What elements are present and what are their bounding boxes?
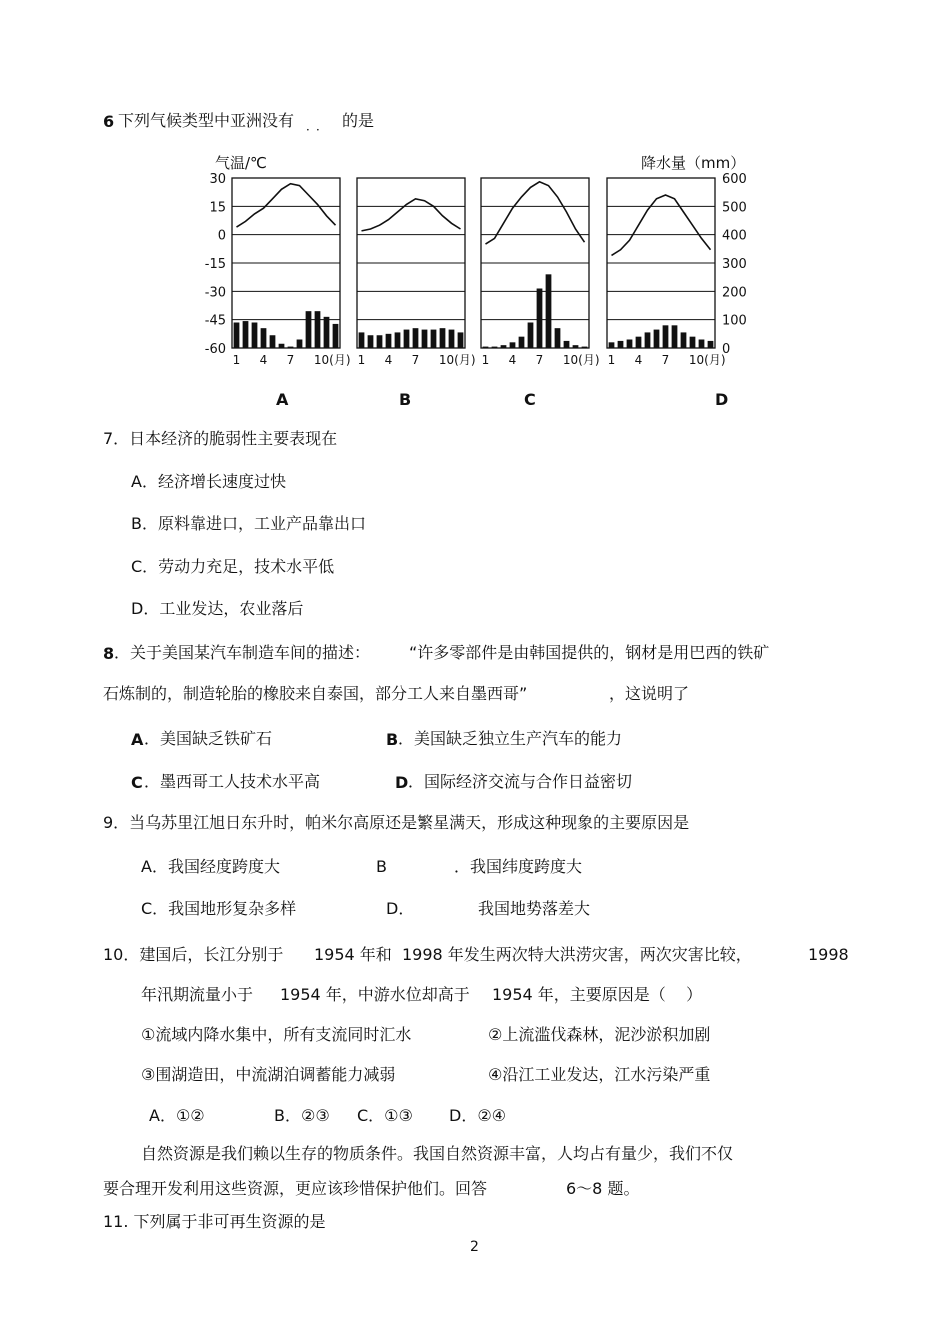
precipitation-bar: [483, 347, 489, 348]
q10-line2-c: 1954 年，主要原因是（ ）: [492, 985, 703, 1004]
q10-line1-d: 1998: [808, 945, 849, 964]
q7-stem: 7．日本经济的脆弱性主要表现在: [103, 429, 338, 448]
precipitation-bar: [510, 342, 516, 348]
q6-emphasis-dots: ．．: [306, 119, 333, 133]
q8-option-c-text: ．墨西哥工人技术水平高: [144, 772, 321, 791]
q8-option-b-text: ．美国缺乏独立生产汽车的能力: [398, 729, 623, 748]
temperature-line: [612, 195, 711, 255]
climograph-panel-a: [232, 178, 351, 367]
precipitation-bar: [279, 344, 285, 348]
precipitation-bar: [537, 289, 543, 349]
passage-line2-a: 要合理开发利用这些资源，更应该珍惜保护他们。回答: [103, 1179, 488, 1198]
precipitation-bar: [404, 330, 410, 348]
q7-option-d: D．工业发达，农业落后: [131, 599, 304, 618]
precipitation-bar: [555, 328, 561, 348]
precipitation-bar: [627, 340, 633, 349]
precipitation-bar: [573, 345, 579, 348]
precipitation-tick-label: 100: [722, 313, 747, 329]
q10-item-4: ④沿江工业发达，江水污染严重: [488, 1065, 711, 1084]
precipitation-bar: [609, 342, 615, 348]
q8-option-a-text: ．美国缺乏铁矿石: [144, 729, 273, 748]
precipitation-bar: [386, 334, 392, 348]
q8-stem-line2-end: ，这说明了: [609, 684, 690, 703]
month-tick-label: 4: [634, 353, 643, 367]
precipitation-bar: [654, 330, 660, 348]
temperature-tick-label: -60: [204, 342, 226, 357]
precipitation-tick-label: 600: [722, 172, 747, 187]
q9-option-b-letter: B: [376, 857, 387, 876]
precipitation-bar: [519, 337, 525, 348]
month-tick-label: 10(月): [313, 353, 351, 367]
precipitation-tick-label: 0: [722, 342, 731, 357]
temperature-tick-label: -45: [204, 313, 226, 329]
precipitation-bar: [422, 330, 428, 348]
precipitation-bar: [440, 328, 446, 348]
q8-option-c-letter: C: [131, 773, 143, 792]
q10-option-c: C．①③: [357, 1106, 413, 1125]
q6-label-b: B: [399, 390, 412, 409]
q10-item-1: ①流域内降水集中，所有支流同时汇水: [141, 1025, 412, 1044]
precipitation-bar: [261, 328, 267, 348]
temperature-tick-labels: [205, 172, 226, 357]
climate-charts: [200, 148, 760, 378]
precipitation-bar: [449, 330, 455, 348]
temperature-tick-label: 0: [217, 228, 226, 244]
q10-option-d: D．②④: [449, 1106, 507, 1125]
q9-option-d-text: 我国地势落差大: [478, 899, 591, 918]
precipitation-bar: [395, 332, 401, 348]
q10-line2-b: 1954 年，中游水位却高于: [280, 985, 470, 1004]
q6-stem-end: 的是: [342, 111, 375, 130]
q10-line1-a: 10．建国后，长江分别于: [103, 945, 284, 964]
precipitation-tick-label: 300: [722, 257, 747, 272]
precipitation-bar: [368, 335, 374, 348]
climograph-panel-b: [357, 178, 476, 367]
q6-label-d: D: [715, 390, 729, 409]
precipitation-bar: [582, 347, 588, 348]
precipitation-bar: [636, 337, 642, 348]
precipitation-bar: [501, 345, 507, 348]
precipitation-bar: [315, 311, 321, 348]
month-tick-label: 7: [661, 353, 670, 367]
q8-option-d-letter: D: [395, 773, 409, 792]
q10-option-b: B．②③: [274, 1106, 330, 1125]
temperature-tick-label: 15: [209, 200, 226, 216]
q7-option-b: B．原料靠进口，工业产品靠出口: [131, 514, 366, 533]
q10-line2-a: 年汛期流量小于: [141, 985, 254, 1004]
q9-stem: 9．当乌苏里江旭日东升时，帕米尔高原还是繁星满天，形成这种现象的主要原因是: [103, 813, 690, 832]
month-tick-label: 1: [232, 353, 241, 367]
q7-option-c: C．劳动力充足，技术水平低: [131, 557, 335, 576]
q9-option-b-text: ．我国纬度跨度大: [454, 857, 583, 876]
month-tick-label: 1: [607, 353, 616, 367]
precipitation-bar: [645, 332, 651, 348]
temperature-line: [362, 199, 461, 231]
temperature-axis-title: 气温/℃: [215, 154, 267, 172]
precipitation-bar: [564, 341, 570, 348]
precipitation-bar: [672, 325, 678, 348]
q7-option-a: A．经济增长速度过快: [131, 472, 286, 491]
month-tick-label: 4: [384, 353, 393, 367]
climograph-panels: [232, 178, 726, 367]
passage-line2-b: 6～8 题。: [566, 1179, 640, 1198]
passage-line1: 自然资源是我们赖以生存的物质条件。我国自然资源丰富，人均占有量少，我们不仅: [141, 1144, 734, 1163]
q8-number: 8: [103, 644, 115, 663]
precipitation-bar: [306, 311, 312, 348]
month-tick-label: 10(月): [562, 353, 600, 367]
precipitation-bar: [618, 341, 624, 348]
q8-stem-line1: ．关于美国某汽车制造车间的描述：: [114, 643, 371, 662]
temperature-tick-label: 30: [209, 172, 226, 187]
q8-stem-line2: 石炼制的，制造轮胎的橡胶来自泰国，部分工人来自墨西哥”: [103, 684, 528, 703]
month-tick-label: 10(月): [688, 353, 726, 367]
precipitation-tick-label: 500: [722, 200, 747, 216]
q8-option-d-text: ．国际经济交流与合作日益密切: [408, 772, 633, 791]
q9-option-c: C．我国地形复杂多样: [141, 899, 297, 918]
month-tick-label: 1: [357, 353, 366, 367]
month-tick-label: 7: [535, 353, 544, 367]
precipitation-bar: [492, 347, 498, 348]
q10-item-3: ③围湖造田，中流湖泊调蓄能力减弱: [141, 1065, 396, 1084]
climograph-panel-c: [481, 178, 600, 367]
precipitation-bar: [708, 341, 714, 348]
temperature-tick-label: -15: [204, 257, 226, 272]
q10-line1-b: 1954 年和: [314, 945, 392, 964]
q6-number: 6: [103, 112, 115, 131]
precipitation-bar: [681, 332, 687, 348]
precipitation-bar: [413, 328, 419, 348]
precipitation-bar: [546, 274, 552, 348]
q8-option-a-letter: A: [131, 730, 144, 749]
precipitation-bar: [288, 347, 294, 348]
q9-option-a: A．我国经度跨度大: [141, 857, 280, 876]
precipitation-bar: [528, 323, 534, 349]
precipitation-bar: [324, 317, 330, 348]
precipitation-bar: [243, 321, 249, 348]
precipitation-bar: [431, 330, 437, 348]
climograph-panel-d: [607, 178, 726, 367]
month-tick-label: 7: [411, 353, 420, 367]
page-number: 2: [470, 1239, 479, 1255]
precipitation-bar: [458, 332, 464, 348]
month-tick-label: 1: [481, 353, 490, 367]
precipitation-bar: [377, 335, 383, 348]
q8-option-b-letter: B: [386, 730, 399, 749]
precipitation-bar: [333, 324, 339, 348]
q6-label-a: A: [276, 390, 289, 409]
q6-stem: 下列气候类型中亚洲没有: [118, 111, 295, 130]
q10-option-a: A．①②: [149, 1106, 205, 1125]
temperature-tick-label: -30: [204, 285, 226, 301]
precipitation-bar: [699, 340, 705, 349]
q6-label-c: C: [524, 390, 536, 409]
q10-line1-c: 1998 年发生两次特大洪涝灾害，两次灾害比较，: [402, 945, 752, 964]
q11-stem: 11. 下列属于非可再生资源的是: [103, 1212, 326, 1231]
month-tick-label: 7: [286, 353, 295, 367]
q9-option-d-letter: D．: [386, 899, 415, 918]
precipitation-bar: [359, 332, 365, 348]
q8-quote-part1: “许多零部件是由韩国提供的，钢材是用巴西的铁矿: [409, 643, 770, 662]
precipitation-tick-label: 200: [722, 285, 747, 301]
month-tick-label: 10(月): [438, 353, 476, 367]
precipitation-tick-label: 400: [722, 228, 747, 244]
precipitation-bar: [234, 323, 240, 349]
month-tick-label: 4: [259, 353, 268, 367]
precipitation-axis-title: 降水量（mm）: [641, 154, 746, 172]
precipitation-bar: [663, 325, 669, 348]
precipitation-tick-labels: [722, 172, 747, 357]
precipitation-bar: [690, 337, 696, 348]
precipitation-bar: [270, 335, 276, 348]
q10-item-2: ②上流滥伐森林，泥沙淤积加剧: [488, 1025, 711, 1044]
month-tick-label: 4: [508, 353, 517, 367]
precipitation-bar: [297, 340, 303, 349]
precipitation-bar: [252, 323, 258, 349]
temperature-line: [237, 184, 336, 227]
